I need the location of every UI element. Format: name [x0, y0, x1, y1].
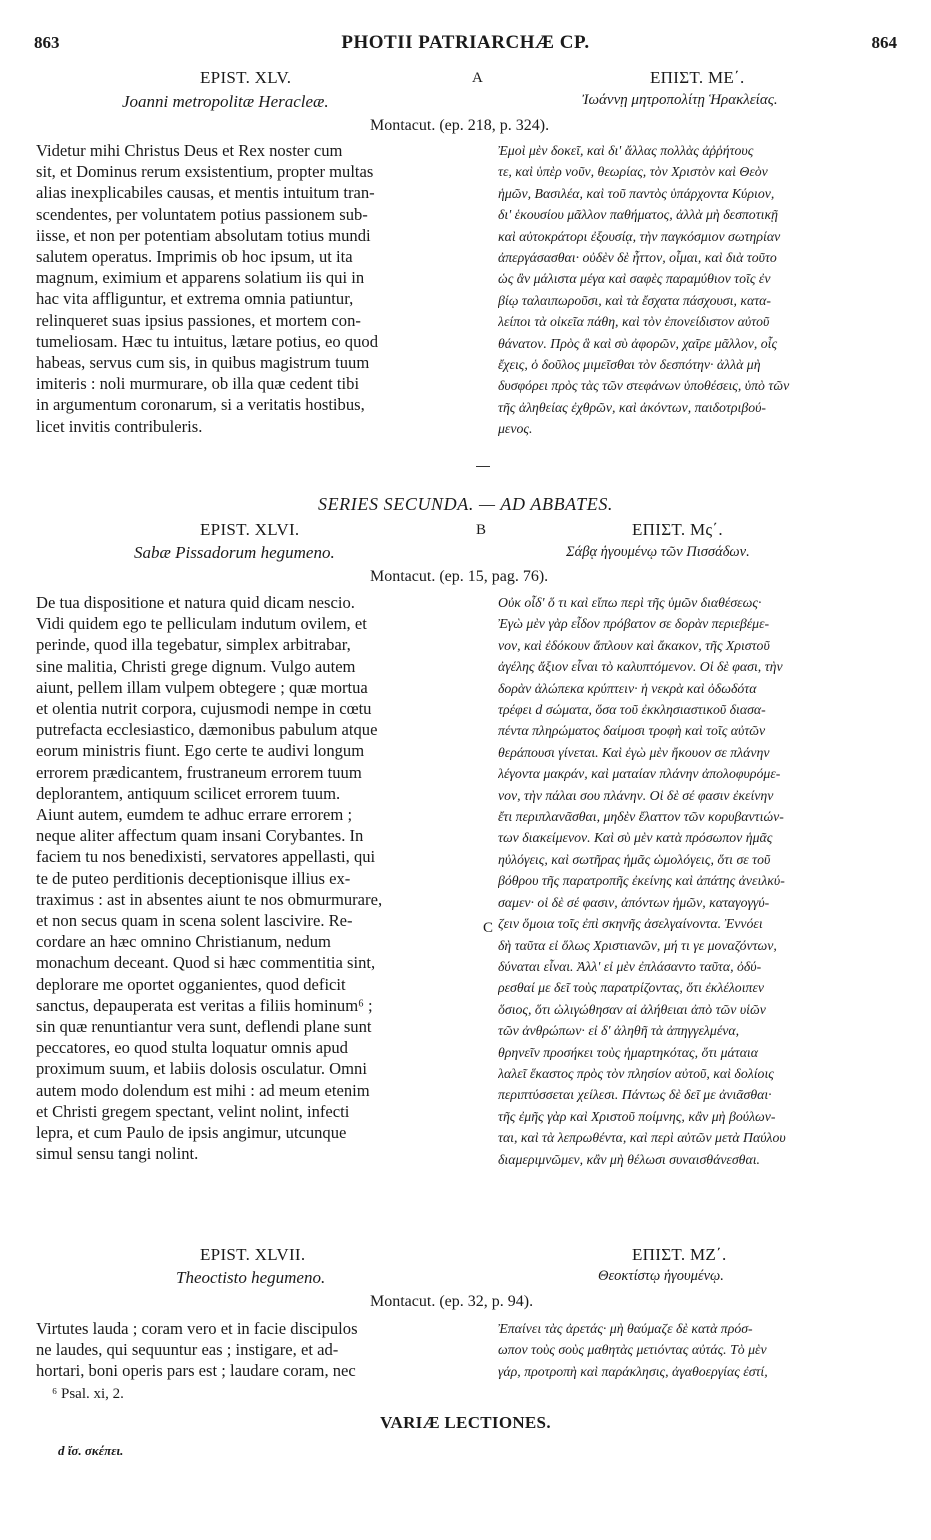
epist46-greek-line: νον, τὴν πάλαι σου πλάνην. Οἱ δὲ σέ φασιν ἐκείνην — [498, 787, 774, 803]
margin-letter-c: C — [483, 920, 494, 936]
epist46-latin-line: traximus : ast in absentes aiunt te nos obmurmurare, — [36, 889, 383, 909]
divider-rule — [476, 466, 490, 467]
epist45-latin-line: magnum, eximium et apparens solatium iis qui in — [36, 268, 365, 288]
margin-letter-a: A — [472, 70, 483, 86]
epist45-greek-text — [498, 140, 896, 440]
epist46-greek-line: τῶν ἀνθρώπων· εἰ δ' ἀληθῆ τὰ ἀπηγγελμένα, — [498, 1023, 740, 1039]
epist46-latin-addressee: Sabæ Pissadorum hegumeno. — [134, 543, 335, 562]
epist47-greek-line: ωπον τοὺς σοὺς μαθητὰς μετιόντας αὐτάς. Τὸ μὲν — [498, 1342, 767, 1358]
epist46-latin-line: eorum ministris fiunt. Ego certe te audivi longum — [36, 741, 365, 761]
epist46-greek-line: ηὐλόγεις, καὶ σωτῆρας ἡμᾶς ὡμολόγεις, ὅτι σε τοῦ — [498, 851, 771, 867]
variae-lectiones-title: VARIÆ LECTIONES. — [380, 1413, 551, 1432]
epist46-greek-line: διαμεριμνῶμεν, κἂν μὴ θέλωσι συναισθάνεσθαι. — [498, 1151, 760, 1167]
epist47-latin-addressee: Theoctisto hegumeno. — [176, 1268, 326, 1287]
epist45-greek-line: θάνατον. Πρὸς ἃ καὶ σὺ ἀφορῶν, χαῖρε μᾶλλον, οἷς — [498, 335, 778, 351]
epist45-latin-line: iisse, et non per potentiam absolutam totius mundi — [36, 225, 371, 245]
epist46-latin-line: De tua dispositione et natura quid dicam nescio. — [36, 593, 355, 612]
epist45-greek-addressee: Ἰωάννῃ μητροπολίτῃ Ἡρακλείας. — [582, 92, 778, 108]
epist47-greek-line: Ἐπαίνει τὰς ἀρετάς· μὴ θαύμαζε δὲ κατὰ πρόσ- — [498, 1321, 753, 1336]
epist45-latin-addressee: Joanni metropolitæ Heracleæ. — [122, 92, 329, 111]
epist46-latin-line: faciem tu nos benedixisti, servatores appellasti, qui — [36, 847, 376, 867]
epist45-source-ref: Montacut. (ep. 218, p. 324). — [370, 117, 550, 134]
epist45-greek-line: δυσφόρει πρὸς τὰς τῶν στεφάνων ὑποθέσεις, ὑπὸ τῶν — [498, 378, 790, 394]
epist46-latin-line: te de puteo perditionis deceptionisque illius ex- — [36, 868, 351, 888]
epist46-greek-line: νον, καὶ ἐδόκουν ἄπλουν καὶ ἄκακον, τῆς Χριστοῦ — [498, 637, 770, 653]
epist47-latin-line: ne laudes, qui sequuntur eas ; instigare, et ad- — [36, 1340, 339, 1360]
epist45-latin-line: hac vita affliguntur, et extrema omnia patiuntur, — [36, 289, 354, 309]
epist46-greek-line: λαλεῖ ἕκαστος πρὸς τὸν πλησίον αὐτοῦ, καὶ δολίοις — [498, 1065, 774, 1081]
series-heading: SERIES SECUNDA. — AD ABBATES. — [317, 494, 614, 514]
running-title: PHOTII PATRIARCHÆ CP. — [341, 32, 590, 53]
epist46-latin-line: peccatores, eo quod stulta loquatur omnis apud — [36, 1038, 348, 1058]
epist46-latin-line: et olentia nutrit corpora, cujusmodi nempe in cœtu — [36, 699, 372, 719]
epist45-greek-line: βίῳ ταλαιπωροῦσι, καὶ τὰ ἔσχατα πάσχουσι, κατα- — [498, 292, 771, 308]
epist45-latin-line: tumeliosam. Hæc tu intuitus, lætare potius, eo quod — [36, 331, 378, 351]
epist46-greek-line: Ἐγὼ μὲν γὰρ εἶδον πρόβατον σε δορὰν περιεβέμε- — [498, 616, 770, 632]
epist45-latin-text — [36, 140, 473, 437]
epist46-latin-line: Aiunt autem, eumdem te adhuc errare errorem ; — [36, 805, 353, 825]
epist46-latin-line: et Christi gregem spectant, velint nolint, infecti — [36, 1101, 350, 1121]
epist46-greek-line: ἔτι περιπλανᾶσθαι, μηδὲν ἔλαττον τῶν κορυβαντιών- — [498, 809, 784, 825]
epist45-latin-line: Videtur mihi Christus Deus et Rex noster cum — [36, 141, 343, 160]
epist46-greek-line: ται, καὶ τὰ λεπρωθέντα, καὶ περὶ αὐτῶν μετὰ Παύλου — [498, 1130, 786, 1146]
epist46-greek-text — [498, 592, 896, 1170]
epist46-greek-line: τρέφει d σώματα, ὅσα τοῦ ἐκκλησιαστικοῦ διασα- — [498, 702, 766, 718]
epist46-greek-line: ζειν ὅμοια τοῖς ἐπὶ σκηνῆς ἀσελγαίνοντα. Ἐννόει — [498, 916, 763, 932]
epist46-latin-line: et non secus quam in scena solent lascivire. Re- — [36, 911, 353, 931]
left-page-number: 863 — [34, 33, 60, 52]
epist46-greek-line: σαμεν· οἱ δὲ σέ φασιν, ἀπόντων ἡμῶν, καταγογγύ- — [498, 894, 770, 910]
epist46-latin-line: sanctus, depauperata est veritas a filiis hominum⁶ ; — [36, 995, 373, 1015]
epist46-greek-line: πέντα πληρώματος δαίμοσι τροφὴ καὶ τοῖς αὐτῶν — [498, 723, 766, 739]
epist46-greek-line: των διακείμενον. Καὶ σὺ μὲν κατὰ πρόσωπον ἡμᾶς — [498, 830, 773, 846]
epist45-greek-line: ἔχεις, ὁ δοῦλος μιμεῖσθαι τὸν δεσπότην· ἀλλὰ μὴ — [498, 357, 761, 373]
epist45-greek-line: ὡς ἂν μάλιστα μέγα καὶ σαφὲς παραμύθιον τοῖς ἐν — [498, 271, 771, 287]
epist45-greek-line: δι' ἑκουσίου μᾶλλον παθήματος, ἀλλὰ μὴ δεσποτικῇ — [498, 207, 778, 223]
epist47-latin-text — [36, 1318, 473, 1382]
epist46-greek-line: δύναται εἶναι. Ἀλλ' εἰ μὲν ἐπλάσαντο ταῦτα, ὀδύ- — [498, 958, 762, 974]
epist46-latin-line: simul sensu tangi nolint. — [36, 1144, 199, 1164]
epist46-latin-line: aiunt, pellem illam vulpem obtegere ; quæ mortua — [36, 677, 368, 697]
epist46-latin-line: proximum suum, et labiis dolosis osculatur. Omni — [36, 1059, 367, 1079]
epist45-latin-line: salutem operatus. Imprimis ob hoc ipsum, ut ita — [36, 247, 353, 267]
epist47-latin-line: hortari, boni operis pars est ; laudare coram, nec — [36, 1361, 356, 1381]
right-page-number: 864 — [871, 33, 897, 52]
epist45-greek-line: μενος. — [498, 421, 533, 437]
epist47-source-ref: Montacut. (ep. 32, p. 94). — [370, 1293, 534, 1310]
epist46-greek-line: ὅσιος, ὅτι ὠλιγώθησαν αἱ ἀλήθειαι ἀπὸ τῶν υἱῶν — [498, 1001, 766, 1017]
epist46-greek-line: Οὐκ οἶδ' ὅ τι καὶ εἴπω περὶ τῆς ὑμῶν διαθέσεως· — [498, 595, 762, 610]
epist45-latin-line: sit, et Dominus rerum exsistentium, propter multas — [36, 162, 374, 182]
epist45-greek-line: ἡμῶν, Βασιλέα, καὶ τοῦ παντὸς ὑπάρχοντα Κύριον, — [498, 185, 775, 201]
epist45-latin-line: scendentes, per voluntatem potius passionem sub- — [36, 204, 368, 224]
epist46-greek-line: βόθρου τῆς παρατροπῆς ἐκείνης καὶ ἀπάτης ἀνειλκύ- — [498, 873, 785, 889]
epist45-latin-line: licet invitis contribuleris. — [36, 416, 203, 436]
epist46-greek-line: ρεσθαί με δεῖ τοὺς παρατρίζοντας, ὅτι ἐκλέλοιπεν — [498, 980, 765, 996]
epist46-greek-line: ἀγέλης ἄξιον εἶναι τὸ καλυπτόμενον. Οἱ δὲ φασι, τὴν — [498, 659, 783, 675]
epist47-greek-addressee: Θεοκτίστῳ ἡγουμένῳ. — [598, 1268, 724, 1284]
epist46-latin-heading: EPIST. XLVI. — [200, 520, 300, 539]
epist45-latin-line: in argumentum coronarum, si a veritatis hostibus, — [36, 395, 365, 415]
epist46-latin-line: cordare an hæc omnino Christianum, nedum — [36, 932, 331, 952]
margin-letter-b: B — [476, 522, 487, 538]
epist45-greek-line: Ἐμοὶ μὲν δοκεῖ, καὶ δι' ἄλλας πολλὰς ἀῤῥήτους — [498, 143, 754, 158]
epist45-greek-line: λείποι τὰ οἰκεῖα πάθη, καὶ τὸν ἐπονείδιστον αὐτοῦ — [498, 314, 770, 330]
epist46-source-ref: Montacut. (ep. 15, pag. 76). — [370, 568, 549, 585]
epist47-greek-text — [498, 1318, 896, 1382]
epist46-latin-line: errorem prædicantem, frustraneum errorem tuum — [36, 762, 362, 782]
epist46-greek-line: λέγοντα μακράν, καὶ ματαίαν πλάνην ἀπολοφυρόμε- — [498, 766, 781, 782]
epist46-greek-line: θρηνεῖν προσήκει τοὺς ἡμαρτηκότας, ὅτι μάταια — [498, 1044, 759, 1060]
epist46-latin-text — [36, 592, 473, 1164]
epist47-latin-heading: EPIST. XLVII. — [200, 1245, 306, 1264]
epist46-greek-line: θεράπουσι γίνεται. Καὶ ἐγὼ μὲν ἤκουον σε πλάνην — [498, 744, 770, 760]
epist47-latin-line: Virtutes lauda ; coram vero et in facie discipulos — [36, 1319, 358, 1338]
epist46-latin-line: Vidi quidem ego te pelliculam indutum ovilem, et — [36, 614, 367, 634]
epist46-greek-line: δὴ ταῦτα εἰ ὅλως Χριστιανῶν, μή τι γε μοναζόντων, — [498, 937, 777, 953]
epist46-latin-line: deplorare me oportet ogganientes, quod deficit — [36, 974, 346, 994]
epist46-greek-heading: ΕΠΙΣΤ. Μς΄. — [632, 520, 723, 539]
epist45-latin-line: imiteris : noli murmurare, ob illa quæ cedent tibi — [36, 374, 360, 394]
epist46-latin-line: sin quæ renuntiantur vera sunt, deflendi plane sunt — [36, 1017, 372, 1037]
epist46-latin-line: sine malitia, Christi grege dignum. Vulgo autem — [36, 656, 356, 676]
epist45-greek-line: ἀπεργάσασθαι· οὐδὲν δὲ ἧττον, οἶμαι, καὶ διὰ τοῦτο — [498, 250, 777, 266]
epist46-greek-line: τῆς ἐμῆς γὰρ καὶ Χριστοῦ ποίμνης, κἂν μὴ βούλων- — [498, 1108, 776, 1124]
epist45-greek-line: τῆς ἀληθείας ἐχθρῶν, καὶ ἀκόντων, παιδοτριβού- — [498, 399, 767, 415]
epist46-greek-addressee: Σάβᾳ ἡγουμένῳ τῶν Πισσάδων. — [566, 544, 750, 560]
epist45-latin-line: alias inexplicabiles causas, et mentis intuitum tran- — [36, 183, 375, 203]
epist46-greek-line: δορὰν ἀλώπεκα κρύπτειν· ἡ νεκρὰ καὶ ὀδωδότα — [498, 680, 757, 696]
epist46-latin-line: deplorantem, antiquum scilicet errorem tuum. — [36, 783, 341, 803]
epist46-latin-line: lepra, et cum Paulo de ipsis angimur, utcunque — [36, 1123, 347, 1143]
epist47-greek-heading: ΕΠΙΣΤ. ΜΖ΄. — [632, 1245, 727, 1264]
epist46-latin-line: perinde, quod illa tegebatur, simplex arbitrabar, — [36, 635, 351, 655]
epist45-latin-heading: EPIST. XLV. — [200, 68, 292, 87]
epist46-latin-line: monachum deceant. Quod si hæc commentitia sint, — [36, 953, 376, 973]
epist45-latin-line: habeas, servus cum sis, in quibus magistrum tuum — [36, 353, 370, 373]
epist45-greek-line: καὶ αὐτοκράτορι ἐξουσίᾳ, τὴν παγκόσμιον σωτηρίαν — [498, 228, 781, 244]
epist46-latin-line: autem modo dolendum est mihi : ad meum etenim — [36, 1080, 370, 1100]
epist46-greek-line: περιπτύσσεται χείλεσι. Πάντως δὲ δεῖ με ἀνιᾶσθαι· — [498, 1087, 772, 1103]
epist45-greek-heading: ΕΠΙΣΤ. ΜΕ΄. — [650, 68, 745, 87]
epist46-latin-line: putrefacta ecclesiastico, dæmonibus pabulum atque — [36, 720, 378, 740]
epist45-latin-line: relinqueret suas ipsius passiones, et mortem con- — [36, 310, 361, 330]
variant-reading: d ἴσ. σκέπει. — [58, 1443, 124, 1458]
epist45-greek-line: τε, καὶ ὑπὲρ νοῦν, θεωρίας, τὸν Χριστὸν καὶ Θεὸν — [498, 164, 768, 180]
footnote: ⁶ Psal. xi, 2. — [52, 1386, 124, 1402]
epist46-latin-line: neque aliter affectum quam insani Corybantes. In — [36, 826, 364, 846]
epist47-greek-line: γάρ, προτροπὴ καὶ παράκλησις, ἀγαθοεργίας ἐστί, — [498, 1363, 768, 1379]
